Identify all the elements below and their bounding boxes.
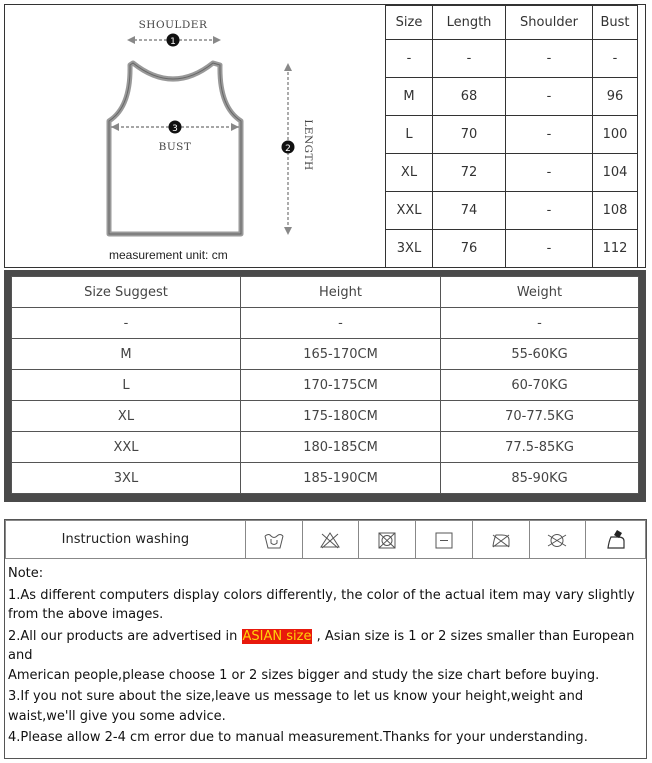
measurement-unit-label: measurement unit: cm [109, 248, 228, 262]
low-iron-icon [605, 529, 627, 551]
note-2: 2.All our products are advertised in ASIAN size , Asian size is 1 or 2 sizes smaller than European and [8, 628, 635, 663]
tank-top-diagram [5, 5, 385, 267]
tank-top-illustration [5, 5, 385, 267]
shoulder-label: SHOULDER [138, 19, 208, 31]
svg-text:3: 3 [172, 124, 178, 134]
dry-flat-icon [433, 529, 455, 551]
length-label: LENGTH [302, 119, 314, 171]
hand-wash-icon [263, 529, 285, 551]
no-tumble-dry-icon [376, 529, 398, 551]
note-4: 4.Please allow 2-4 cm error due to manual measurement.Thanks for your understanding. [8, 730, 588, 745]
table-row: 3XL 185-190CM 85-90KG [12, 463, 639, 494]
note-2-continued: American people,please choose 1 or 2 sizes bigger and study the size chart before buying. [8, 667, 600, 683]
table-row: - - - - [386, 40, 638, 78]
table-row: XXL 180-185CM 77.5-85KG [12, 432, 639, 463]
washing-instructions [5, 520, 646, 559]
no-dry-clean-icon [546, 529, 568, 551]
size-suggest-table [11, 276, 639, 494]
note-3: 3.If you not sure about the size,leave us message to let us know your height,weight and waist,we'll give you some advice. [8, 689, 584, 724]
table-row: 3XL 76 - 112 [386, 230, 638, 268]
size-chart-section [4, 4, 646, 268]
size-suggest-header: Size Suggest Height Weight [12, 277, 639, 308]
size-table [385, 5, 638, 268]
table-row: XXL 74 - 108 [386, 192, 638, 230]
svg-text:1: 1 [170, 37, 176, 47]
table-row: XL 175-180CM 70-77.5KG [12, 401, 639, 432]
table-row: L 70 - 100 [386, 116, 638, 154]
note-1: 1.As different computers display colors differently, the color of the actual item may vary slightly from the above images. [8, 587, 635, 622]
table-row: - - - [12, 308, 639, 339]
note-title: Note: [8, 566, 44, 581]
bust-label: BUST [158, 141, 192, 153]
no-bleach-icon [319, 529, 341, 551]
table-row: L 170-175CM 60-70KG [12, 370, 639, 401]
washing-label: Instruction washing [6, 521, 246, 559]
table-row: M 165-170CM 55-60KG [12, 339, 639, 370]
svg-text:2: 2 [285, 144, 291, 154]
no-iron-icon [490, 529, 512, 551]
notes-block [8, 564, 638, 748]
table-row: M 68 - 96 [386, 78, 638, 116]
asian-size-highlight: ASIAN size [242, 628, 312, 644]
table-row: XL 72 - 104 [386, 154, 638, 192]
size-table-header: Size Length Shoulder Bust [386, 6, 638, 40]
care-and-notes-section [4, 519, 647, 759]
size-suggest-section [4, 270, 646, 502]
